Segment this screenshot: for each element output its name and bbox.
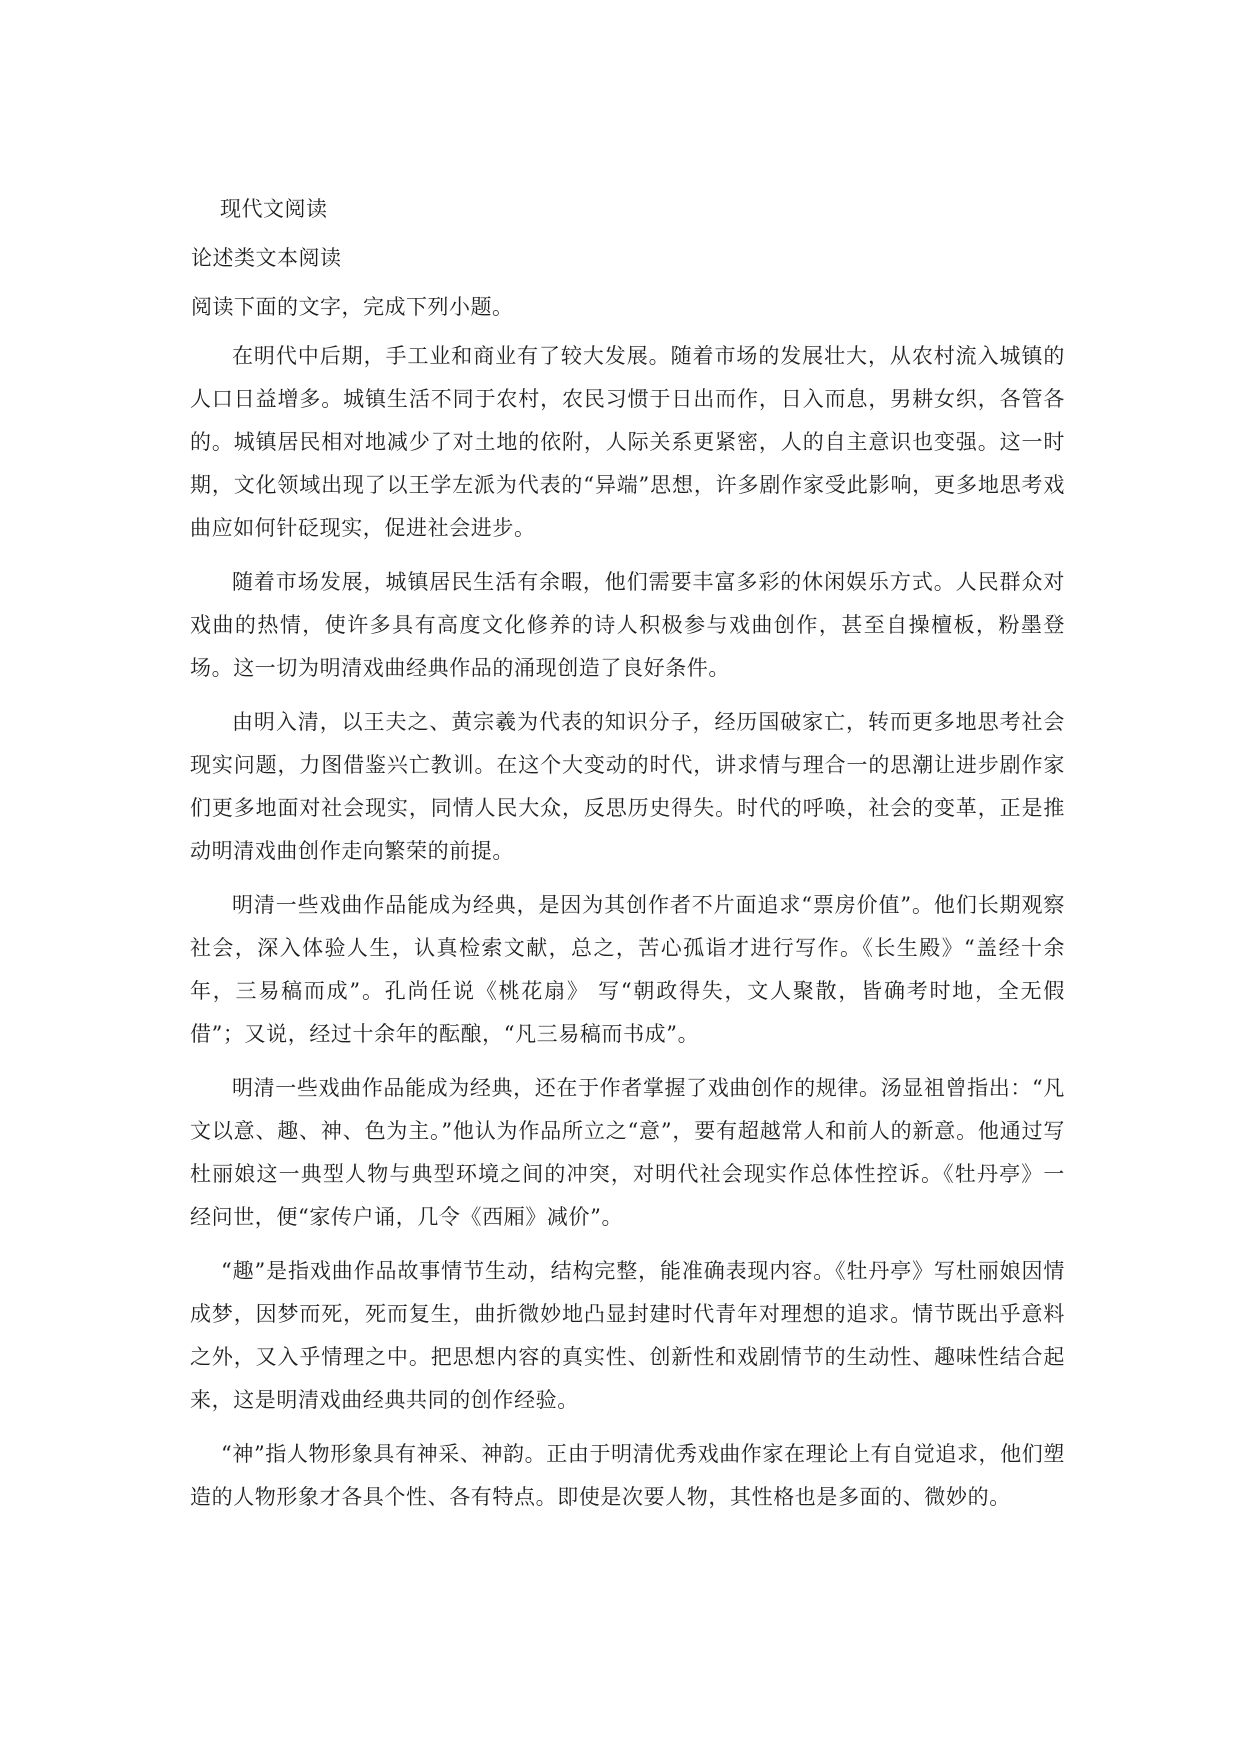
- section-title: 现代文阅读: [220, 197, 328, 221]
- passage-paragraph-1: 在明代中后期，手工业和商业有了较大发展。随着市场的发展壮大，从农村流入城镇的人口日益增多。城镇生活不同于农村，农民习惯于日出而作，日入而息，男耕女织，各管各的。城镇居民相对地减少了对土地的依附，人际关系更紧密，人的自主意识也变强。这一时期，文化领域出现了以王学左派为代表的“异端”思想，许多剧作家受此影响，更多地思考戏曲应如何针砭现实，促进社会进步。: [190, 344, 1065, 540]
- passage-body: [190, 335, 1065, 1530]
- passage-paragraph-4: 明清一些戏曲作品能成为经典，是因为其创作者不片面追求“票房价值”。他们长期观察社会，深入体验人生，认真检索文献，总之，苦心孤诣才进行写作。《长生殿》“盖经十余年，三易稿而成”。孔尚任说《桃花扇》 写“朝政得失，文人聚散，皆确考时地，全无假借”；又说，经过十余年的酝酿，“凡三易稿而书成”。: [190, 893, 1065, 1046]
- passage-paragraph-6: “趣”是指戏曲作品故事情节生动，结构完整，能准确表现内容。《牡丹亭》写杜丽娘因情成梦，因梦而死，死而复生，曲折微妙地凸显封建时代青年对理想的追求。情节既出乎意料之外，又入乎情理之中。把思想内容的真实性、创新性和戏剧情节的生动性、趣味性结合起来，这是明清戏曲经典共同的创作经验。: [190, 1259, 1065, 1412]
- passage-paragraph-5: 明清一些戏曲作品能成为经典，还在于作者掌握了戏曲创作的规律。汤显祖曾指出：“凡文以意、趣、神、色为主。”他认为作品所立之“意”，要有超越常人和前人的新意。他通过写杜丽娘这一典型人物与典型环境之间的冲突，对明代社会现实作总体性控诉。《牡丹亭》一经问世，便“家传户诵，几令《西厢》减价”。: [190, 1076, 1065, 1229]
- passage-paragraph-3: 由明入清，以王夫之、黄宗羲为代表的知识分子，经历国破家亡，转而更多地思考社会现实问题，力图借鉴兴亡教训。在这个大变动的时代，讲求情与理合一的思潮让进步剧作家们更多地面对社会现实，同情人民大众，反思历史得失。时代的呼唤，社会的变革，正是推动明清戏曲创作走向繁荣的前提。: [190, 710, 1065, 863]
- instruction-text: 阅读下面的文字，完成下列小题。: [191, 295, 514, 319]
- passage-paragraph-7: “神”指人物形象具有神采、神韵。正由于明清优秀戏曲作家在理论上有自觉追求，他们塑造的人物形象才各具个性、各有特点。即使是次要人物，其性格也是多面的、微妙的。: [190, 1442, 1065, 1509]
- passage-paragraph-2: 随着市场发展，城镇居民生活有余暇，他们需要丰富多彩的休闲娱乐方式。人民群众对戏曲的热情，使许多具有高度文化修养的诗人积极参与戏曲创作，甚至自操檀板，粉墨登场。这一切为明清戏曲经典作品的涌现创造了良好条件。: [190, 570, 1065, 680]
- subsection-title: 论述类文本阅读: [191, 246, 342, 270]
